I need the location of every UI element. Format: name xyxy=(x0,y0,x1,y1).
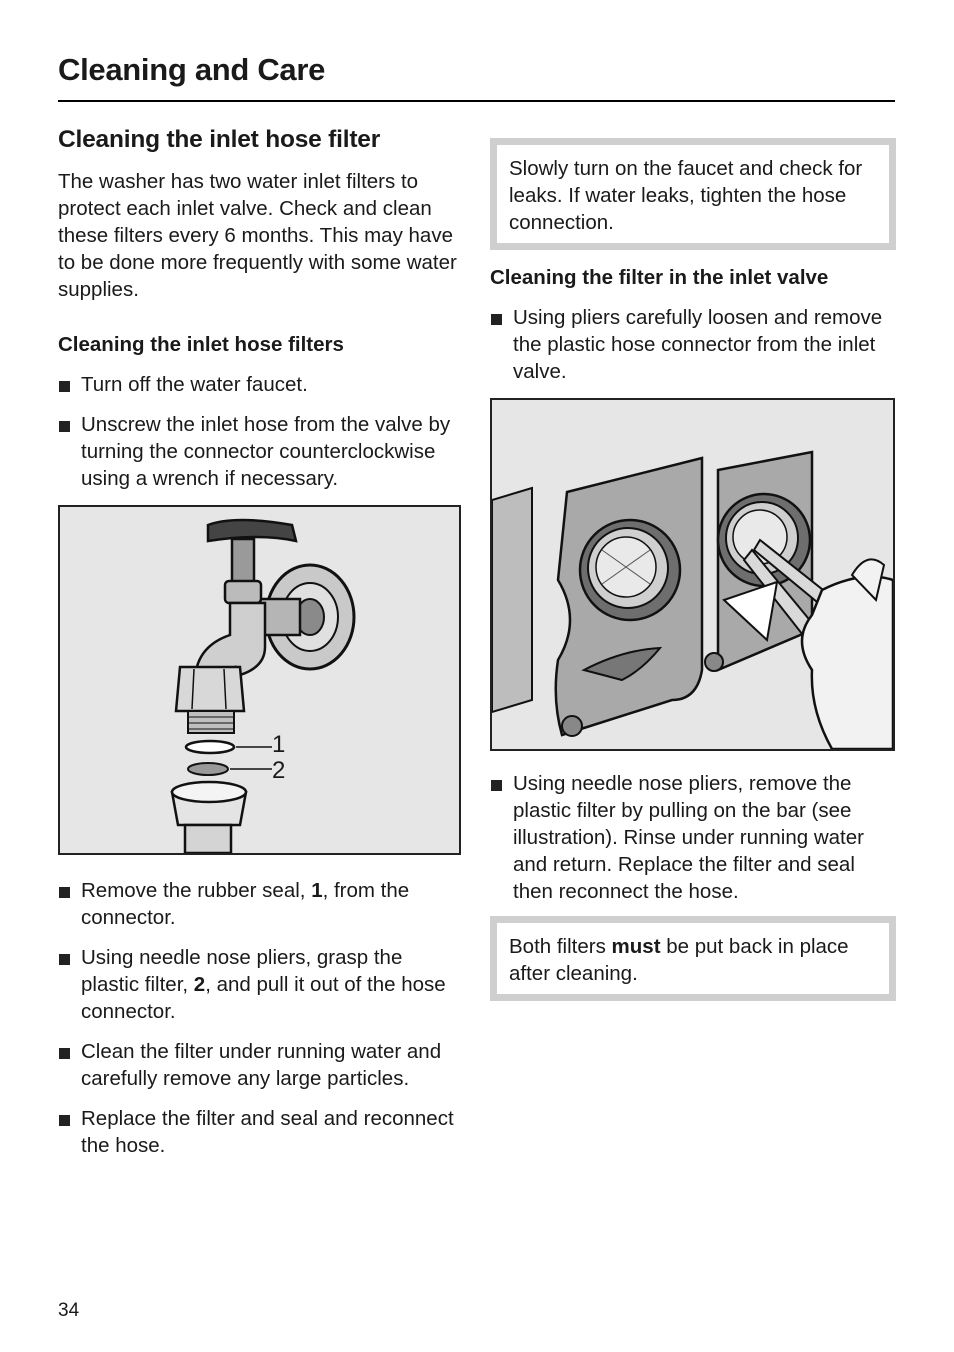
note-text-after: be put back in place after cleaning. xyxy=(509,935,849,985)
bullet-square-icon xyxy=(59,1048,70,1059)
bullet-square-icon xyxy=(59,954,70,965)
bullet-square-icon xyxy=(59,381,70,392)
header-rule xyxy=(58,100,895,102)
step-text: Clean the filter under running water and carefully remove any large particles. xyxy=(81,1040,442,1090)
bullet-square-icon xyxy=(491,780,502,791)
right-column xyxy=(490,138,896,1001)
step-text-bold: 2 xyxy=(193,973,206,996)
step-text-bold: 1 xyxy=(311,879,323,902)
bullet-square-icon xyxy=(59,421,70,432)
left-column xyxy=(58,124,463,1172)
note-text-bold: must xyxy=(611,935,661,958)
steps-list-c xyxy=(490,304,896,385)
list-item xyxy=(58,877,463,931)
callout-label-1: 1 xyxy=(272,731,286,758)
step-text-before: Using needle nose pliers, grasp the plastic filter, xyxy=(81,946,403,996)
list-item xyxy=(58,1038,463,1092)
list-item xyxy=(58,1105,463,1159)
step-text-after: , from the connector. xyxy=(81,879,410,929)
list-item xyxy=(490,770,896,905)
step-text: Using needle nose pliers, remove the plastic filter by pulling on the bar (see illustration). Rinse under running water and return. Replace the filter and seal then reconnect the hose. xyxy=(513,772,864,903)
step-text-before: Remove the rubber seal, xyxy=(81,879,312,902)
list-item xyxy=(58,371,463,398)
step-text: Replace the filter and seal and reconnect the hose. xyxy=(81,1107,454,1157)
bullet-square-icon xyxy=(491,314,502,325)
faucet-illustration xyxy=(58,505,461,855)
list-item xyxy=(58,944,463,1025)
page-title: Cleaning and Care xyxy=(58,52,326,87)
note-box-leak-check: Slowly turn on the faucet and check for leaks. If water leaks, tighten the hose connection. xyxy=(490,138,896,250)
inlet-valve-drawing xyxy=(492,400,893,749)
note-text-before: Both filters xyxy=(509,935,612,958)
step-text: Unscrew the inlet hose from the valve by turning the connector counterclockwise using a wrench if necessary. xyxy=(81,413,451,490)
step-text: Turn off the water faucet. xyxy=(81,373,308,396)
callout-label-2: 2 xyxy=(272,757,286,784)
section-title: Cleaning the inlet hose filter xyxy=(58,126,381,153)
subhead-inlet-valve: Cleaning the filter in the inlet valve xyxy=(490,266,829,289)
steps-list-d xyxy=(490,770,896,905)
subhead-hose-filters: Cleaning the inlet hose filters xyxy=(58,333,344,356)
list-item xyxy=(490,304,896,385)
step-text-after: , and pull it out of the hose connector. xyxy=(81,973,446,1023)
step-text: Using pliers carefully loosen and remove the plastic hose connector from the inlet valve. xyxy=(513,306,883,383)
faucet-drawing xyxy=(60,507,459,853)
steps-list-a xyxy=(58,371,463,492)
bullet-square-icon xyxy=(59,887,70,898)
steps-list-b xyxy=(58,877,463,1159)
note-box-filters xyxy=(490,916,896,1001)
intro-paragraph: The washer has two water inlet filters to protect each inlet valve. Check and clean these filters every 6 months. This may have to be done more frequently with some water supplies. xyxy=(58,170,457,301)
list-item xyxy=(58,411,463,492)
bullet-square-icon xyxy=(59,1115,70,1126)
page-number: 34 xyxy=(58,1300,80,1321)
inlet-valve-illustration xyxy=(490,398,895,751)
